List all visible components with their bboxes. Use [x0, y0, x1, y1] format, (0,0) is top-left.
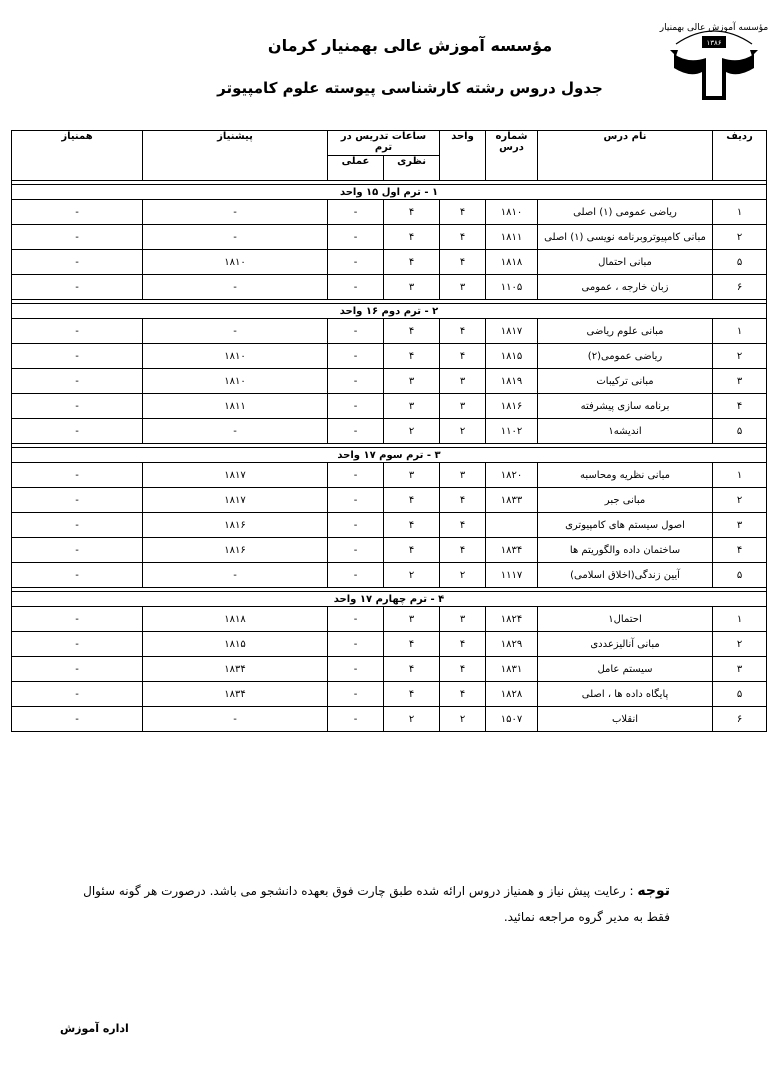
term-header-row	[12, 304, 767, 319]
cell-units: ۳	[440, 275, 486, 300]
cell-theory: ۴	[384, 657, 440, 682]
table-row	[12, 682, 767, 707]
cell-units: ۴	[440, 682, 486, 707]
cell-row: ۵	[713, 682, 767, 707]
cell-code: ۱۸۲۰	[486, 463, 538, 488]
cell-prereq: ۱۸۱۶	[143, 538, 328, 563]
cell-row: ۶	[713, 707, 767, 732]
cell-theory: ۲	[384, 419, 440, 444]
cell-row: ۵	[713, 250, 767, 275]
table-row	[12, 657, 767, 682]
cell-code: ۱۵۰۷	[486, 707, 538, 732]
cell-code: ۱۸۲۴	[486, 607, 538, 632]
cell-code: ۱۸۱۰	[486, 200, 538, 225]
cell-coreq: -	[12, 682, 143, 707]
cell-coreq: -	[12, 607, 143, 632]
cell-name: آیین زندگی(اخلاق اسلامی)	[538, 563, 713, 588]
cell-units: ۴	[440, 538, 486, 563]
cell-name: ریاضی عمومی(۲)	[538, 344, 713, 369]
cell-row: ۲	[713, 488, 767, 513]
cell-row: ۳	[713, 369, 767, 394]
cell-units: ۳	[440, 607, 486, 632]
cell-prereq: -	[143, 225, 328, 250]
cell-theory: ۲	[384, 563, 440, 588]
cell-code: ۱۸۳۳	[486, 488, 538, 513]
cell-name: احتمال۱	[538, 607, 713, 632]
cell-code: ۱۸۱۹	[486, 369, 538, 394]
table-row	[12, 394, 767, 419]
table-row	[12, 319, 767, 344]
cell-code: ۱۱۱۷	[486, 563, 538, 588]
cell-code: ۱۸۳۱	[486, 657, 538, 682]
cell-code: ۱۸۱۵	[486, 344, 538, 369]
cell-prereq: ۱۸۱۰	[143, 250, 328, 275]
cell-theory: ۳	[384, 369, 440, 394]
note	[60, 878, 670, 930]
cell-practical: -	[328, 319, 384, 344]
cell-name: مبانی کامپیوتروبرنامه نویسی (۱) اصلی	[538, 225, 713, 250]
cell-prereq: ۱۸۱۱	[143, 394, 328, 419]
cell-practical: -	[328, 275, 384, 300]
cell-row: ۶	[713, 275, 767, 300]
table-row	[12, 632, 767, 657]
cell-practical: -	[328, 250, 384, 275]
cell-practical: -	[328, 607, 384, 632]
cell-prereq: -	[143, 419, 328, 444]
cell-theory: ۴	[384, 319, 440, 344]
header-hours: ساعات تدریس در ترم	[328, 131, 440, 156]
cell-units: ۴	[440, 225, 486, 250]
cell-units: ۴	[440, 319, 486, 344]
cell-theory: ۴	[384, 200, 440, 225]
cell-code	[486, 513, 538, 538]
cell-theory: ۴	[384, 488, 440, 513]
term-title: ۲ - ترم دوم ۱۶ واحد	[12, 304, 767, 319]
cell-code: ۱۸۱۶	[486, 394, 538, 419]
cell-code: ۱۸۱۱	[486, 225, 538, 250]
cell-row: ۵	[713, 563, 767, 588]
cell-practical: -	[328, 344, 384, 369]
cell-prereq: ۱۸۱۰	[143, 344, 328, 369]
table-row	[12, 488, 767, 513]
table-row	[12, 275, 767, 300]
cell-theory: ۴	[384, 682, 440, 707]
note-text: : رعایت پیش نیاز و همنیاز دروس ارائه شده طبق چارت فوق بعهده دانشجو می باشد. درصورت هر گونه سئوال فقط به مدیر گروه مراجعه نمائید.	[83, 884, 670, 924]
cell-theory: ۳	[384, 463, 440, 488]
table-row	[12, 419, 767, 444]
cell-row: ۳	[713, 513, 767, 538]
cell-theory: ۳	[384, 607, 440, 632]
cell-coreq: -	[12, 632, 143, 657]
cell-coreq: -	[12, 463, 143, 488]
cell-row: ۳	[713, 657, 767, 682]
cell-coreq: -	[12, 488, 143, 513]
cell-name: مبانی آنالیزعددی	[538, 632, 713, 657]
cell-row: ۲	[713, 632, 767, 657]
cell-prereq: ۱۸۱۰	[143, 369, 328, 394]
cell-practical: -	[328, 513, 384, 538]
term-header-row	[12, 185, 767, 200]
table-row	[12, 707, 767, 732]
cell-practical: -	[328, 538, 384, 563]
course-table	[11, 130, 767, 732]
cell-name: مبانی نظریه ومحاسبه	[538, 463, 713, 488]
cell-units: ۳	[440, 463, 486, 488]
cell-units: ۲	[440, 707, 486, 732]
cell-coreq: -	[12, 369, 143, 394]
cell-units: ۴	[440, 657, 486, 682]
cell-coreq: -	[12, 563, 143, 588]
table-row	[12, 563, 767, 588]
cell-coreq: -	[12, 344, 143, 369]
cell-code: ۱۸۱۸	[486, 250, 538, 275]
cell-units: ۴	[440, 488, 486, 513]
cell-name: ساختمان داده والگوریتم ها	[538, 538, 713, 563]
cell-units: ۳	[440, 369, 486, 394]
cell-units: ۴	[440, 200, 486, 225]
page-title: جدول دروس رشته کارشناسی پیوسته علوم کامپیوتر	[217, 79, 603, 97]
cell-practical: -	[328, 394, 384, 419]
cell-practical: -	[328, 632, 384, 657]
cell-row: ۱	[713, 463, 767, 488]
cell-name: مبانی احتمال	[538, 250, 713, 275]
cell-row: ۴	[713, 538, 767, 563]
table-row	[12, 200, 767, 225]
cell-theory: ۲	[384, 707, 440, 732]
cell-prereq: -	[143, 563, 328, 588]
cell-name: اندیشه۱	[538, 419, 713, 444]
cell-units: ۴	[440, 250, 486, 275]
cell-code: ۱۱۰۵	[486, 275, 538, 300]
cell-practical: -	[328, 369, 384, 394]
cell-prereq: ۱۸۱۷	[143, 463, 328, 488]
cell-code: ۱۱۰۲	[486, 419, 538, 444]
cell-theory: ۴	[384, 250, 440, 275]
header-practical: عملی	[328, 156, 384, 181]
cell-prereq: -	[143, 200, 328, 225]
cell-coreq: -	[12, 538, 143, 563]
cell-row: ۵	[713, 419, 767, 444]
institute-name: مؤسسه آموزش عالی بهمنیار کرمان	[267, 36, 553, 55]
cell-practical: -	[328, 463, 384, 488]
header-code: شماره درس	[486, 131, 538, 181]
table-row	[12, 538, 767, 563]
cell-name: مبانی علوم ریاضی	[538, 319, 713, 344]
term-title: ۴ - ترم چهارم ۱۷ واحد	[12, 592, 767, 607]
cell-practical: -	[328, 563, 384, 588]
table-row	[12, 250, 767, 275]
term-title: ۱ - ترم اول ۱۵ واحد	[12, 185, 767, 200]
term-header-row	[12, 448, 767, 463]
cell-prereq: ۱۸۱۵	[143, 632, 328, 657]
term-title: ۳ - ترم سوم ۱۷ واحد	[12, 448, 767, 463]
cell-name: انقلاب	[538, 707, 713, 732]
cell-name: مبانی ترکیبات	[538, 369, 713, 394]
cell-units: ۴	[440, 344, 486, 369]
table-row	[12, 607, 767, 632]
cell-code: ۱۸۲۹	[486, 632, 538, 657]
cell-practical: -	[328, 488, 384, 513]
header-units: واحد	[440, 131, 486, 181]
cell-name: برنامه سازی پیشرفته	[538, 394, 713, 419]
cell-coreq: -	[12, 513, 143, 538]
cell-code: ۱۸۱۷	[486, 319, 538, 344]
cell-name: زبان خارجه ، عمومی	[538, 275, 713, 300]
term-header-row	[12, 592, 767, 607]
cell-prereq: -	[143, 275, 328, 300]
logo-year: ۱۳۸۶	[706, 39, 722, 47]
cell-row: ۲	[713, 225, 767, 250]
table-row	[12, 225, 767, 250]
cell-theory: ۳	[384, 394, 440, 419]
cell-prereq: ۱۸۱۶	[143, 513, 328, 538]
cell-practical: -	[328, 200, 384, 225]
cell-name: اصول سیستم های کامپیوتری	[538, 513, 713, 538]
education-office-signature: اداره آموزش	[60, 1022, 129, 1035]
cell-prereq: ۱۸۳۴	[143, 682, 328, 707]
cell-coreq: -	[12, 225, 143, 250]
table-row	[12, 344, 767, 369]
header-theory: نظری	[384, 156, 440, 181]
cell-row: ۱	[713, 319, 767, 344]
cell-units: ۴	[440, 513, 486, 538]
cell-code: ۱۸۳۴	[486, 538, 538, 563]
logo-text: مؤسسه آموزش عالی بهمنیار	[659, 23, 769, 33]
header-coreq: همنیاز	[12, 131, 143, 181]
cell-coreq: -	[12, 250, 143, 275]
cell-practical: -	[328, 657, 384, 682]
note-label: توجه	[637, 883, 670, 899]
cell-coreq: -	[12, 319, 143, 344]
institute-logo	[659, 10, 769, 102]
cell-code: ۱۸۲۸	[486, 682, 538, 707]
cell-units: ۳	[440, 394, 486, 419]
cell-theory: ۴	[384, 538, 440, 563]
cell-coreq: -	[12, 419, 143, 444]
cell-units: ۴	[440, 632, 486, 657]
cell-name: مبانی جبر	[538, 488, 713, 513]
cell-theory: ۴	[384, 225, 440, 250]
cell-prereq: -	[143, 707, 328, 732]
cell-theory: ۴	[384, 344, 440, 369]
cell-coreq: -	[12, 275, 143, 300]
table-row	[12, 369, 767, 394]
cell-prereq: ۱۸۱۷	[143, 488, 328, 513]
cell-practical: -	[328, 225, 384, 250]
cell-units: ۲	[440, 419, 486, 444]
cell-coreq: -	[12, 657, 143, 682]
cell-row: ۴	[713, 394, 767, 419]
table-row	[12, 463, 767, 488]
cell-name: پایگاه داده ها ، اصلی	[538, 682, 713, 707]
cell-coreq: -	[12, 707, 143, 732]
cell-theory: ۳	[384, 275, 440, 300]
cell-row: ۲	[713, 344, 767, 369]
cell-prereq: ۱۸۱۸	[143, 607, 328, 632]
cell-theory: ۴	[384, 513, 440, 538]
cell-coreq: -	[12, 394, 143, 419]
cell-name: سیستم عامل	[538, 657, 713, 682]
cell-prereq: ۱۸۳۴	[143, 657, 328, 682]
header-name: نام درس	[538, 131, 713, 181]
cell-name: ریاضی عمومی (۱) اصلی	[538, 200, 713, 225]
cell-row: ۱	[713, 607, 767, 632]
cell-practical: -	[328, 419, 384, 444]
cell-row: ۱	[713, 200, 767, 225]
table-row	[12, 513, 767, 538]
header-prereq: پیشنیاز	[143, 131, 328, 181]
cell-units: ۲	[440, 563, 486, 588]
cell-coreq: -	[12, 200, 143, 225]
cell-theory: ۴	[384, 632, 440, 657]
cell-practical: -	[328, 682, 384, 707]
cell-practical: -	[328, 707, 384, 732]
cell-prereq: -	[143, 319, 328, 344]
header-row: ردیف	[713, 131, 767, 181]
